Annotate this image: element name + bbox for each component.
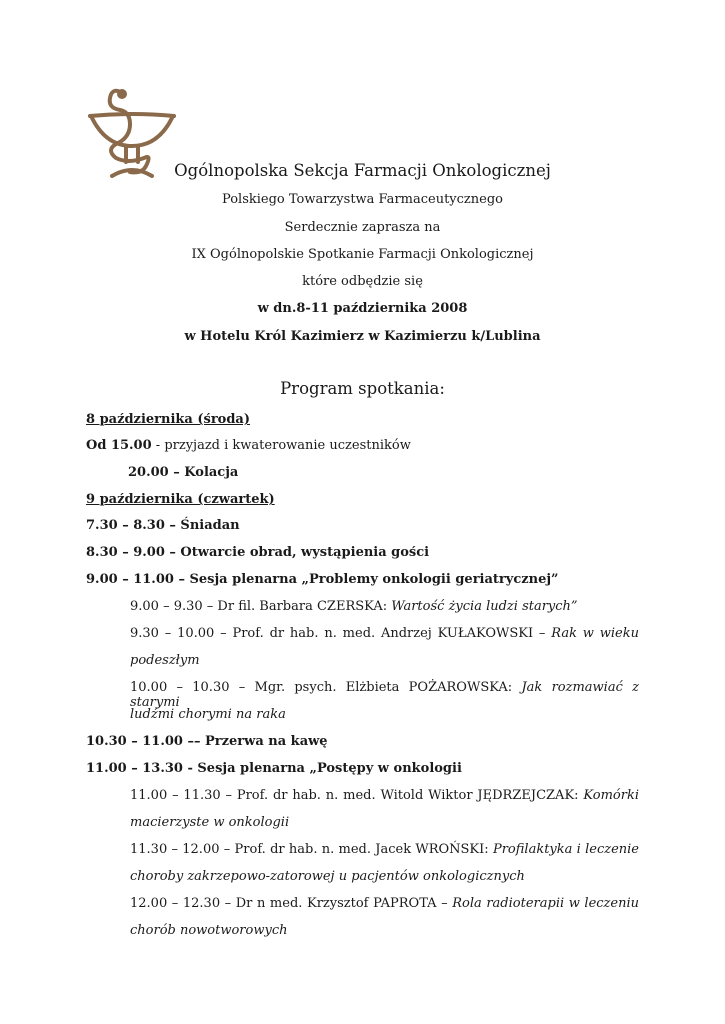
arrival-line bbox=[86, 438, 411, 453]
talk-title-cont: podeszłym bbox=[130, 653, 200, 668]
talk-prefix: 11.00 – 11.30 – Prof. dr hab. n. med. Witold Wiktor JĘDRZEJCZAK: bbox=[130, 788, 579, 803]
talk-title: Jak rozmawiać z starymi bbox=[130, 680, 639, 710]
will-take-place-line: które odbędzie się bbox=[302, 274, 423, 289]
talk-title-cont: chorób nowotworowych bbox=[130, 923, 288, 938]
society-line: Polskiego Towarzystwa Farmaceutycznego bbox=[221, 192, 503, 207]
talk-title: Profilaktyka i leczenie bbox=[492, 842, 639, 857]
talk-prefix: 9.30 – 10.00 – Prof. dr hab. n. med. Andrzej KUŁAKOWSKI – bbox=[130, 626, 546, 641]
s2-talk2-cont bbox=[130, 869, 639, 884]
event-line: IX Ogólnopolskie Spotkanie Farmacji Onkologicznej bbox=[191, 247, 534, 262]
s1-talk2 bbox=[130, 626, 639, 641]
s2-talk1 bbox=[130, 788, 639, 803]
coffee-break-line: 10.30 – 11.00 –– Przerwa na kawę bbox=[86, 734, 328, 749]
talk-prefix: 12.00 – 12.30 – Dr n med. Krzysztof PAPROTA – bbox=[130, 896, 448, 911]
s2-talk3 bbox=[130, 896, 639, 911]
venue-line: w Hotelu Król Kazimierz w Kazimierzu k/Lublina bbox=[184, 329, 541, 344]
arrival-text: - przyjazd i kwaterowanie uczestników bbox=[155, 438, 411, 453]
talk-title-cont: choroby zakrzepowo-zatorowej u pacjentów onkologicznych bbox=[130, 869, 525, 884]
s1-talk3-cont bbox=[130, 707, 639, 722]
org-title: Ogólnopolska Sekcja Farmacji Onkologicznej bbox=[174, 161, 551, 180]
dinner-line: 20.00 – Kolacja bbox=[128, 465, 239, 480]
talk-title: Komórki bbox=[583, 788, 639, 803]
s2-talk1-cont bbox=[130, 815, 639, 830]
s1-talk2-cont bbox=[130, 653, 639, 668]
talk-title-cont: macierzyste w onkologii bbox=[130, 815, 290, 830]
breakfast-line: 7.30 – 8.30 – Śniadan bbox=[86, 518, 240, 533]
talk-title: Rak w wieku bbox=[551, 626, 639, 641]
talk-prefix: 11.30 – 12.00 – Prof. dr hab. n. med. Jacek WROŃSKI: bbox=[130, 842, 489, 857]
talk-prefix: 10.00 – 10.30 – Mgr. psych. Elżbieta POŻAROWSKA: bbox=[130, 680, 513, 695]
dates-line: w dn.8-11 października 2008 bbox=[257, 301, 468, 316]
s1-talk1 bbox=[130, 599, 639, 614]
program-title: Program spotkania: bbox=[280, 379, 445, 398]
s1-talk3 bbox=[130, 680, 639, 710]
session1-line: 9.00 – 11.00 – Sesja plenarna „Problemy onkologii geriatrycznej” bbox=[86, 572, 559, 587]
s2-talk2 bbox=[130, 842, 639, 857]
arrival-time: Od 15.00 bbox=[86, 438, 152, 453]
opening-line: 8.30 – 9.00 – Otwarcie obrad, wystąpienia gości bbox=[86, 545, 430, 560]
invite-line: Serdecznie zaprasza na bbox=[284, 220, 441, 235]
s2-talk3-cont bbox=[130, 923, 639, 938]
day2-date: 9 października (czwartek) bbox=[86, 492, 275, 507]
talk-prefix: 9.00 – 9.30 – Dr fil. Barbara CZERSKA: bbox=[130, 599, 388, 614]
talk-title-cont: ludźmi chorymi na raka bbox=[130, 707, 286, 722]
talk-title: Rola radioterapii w leczeniu bbox=[452, 896, 639, 911]
day1-date: 8 października (środa) bbox=[86, 412, 250, 427]
session2-line: 11.00 – 13.30 - Sesja plenarna „Postępy w onkologii bbox=[86, 761, 462, 776]
talk-title: Wartość życia ludzi starych” bbox=[391, 599, 578, 614]
